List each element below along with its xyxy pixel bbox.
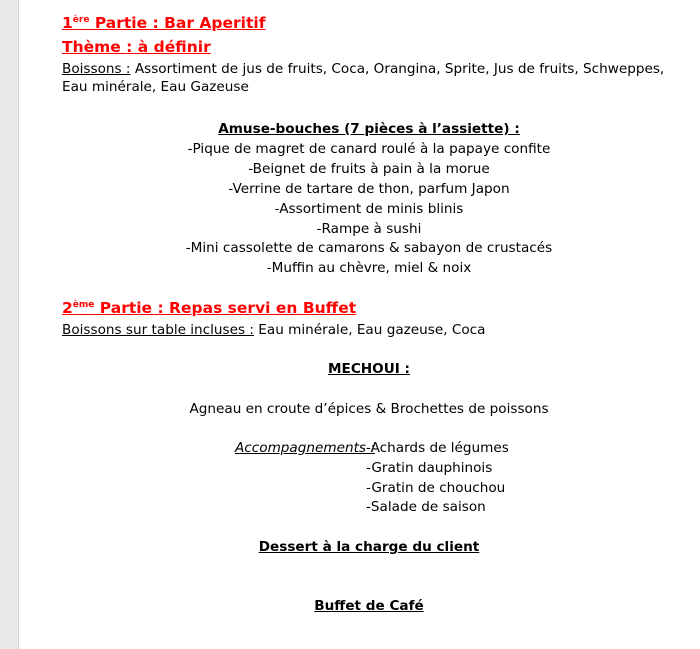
amuse-item: -Muffin au chèvre, miel & noix [266, 260, 472, 276]
sides-label: Accompagnements : [235, 440, 375, 456]
mechoui-title: MECHOUI : [328, 361, 410, 377]
mechoui-main: Agneau en croute d’épices & Brochettes de poissons [189, 401, 549, 417]
amuse-item: -Mini cassolette de camarons & sabayon de crustacés [185, 240, 553, 256]
part2-title: Partie : Repas servi en Buffet [94, 299, 357, 317]
drinks-text: Assortiment de jus de fruits, Coca, Orangina, Sprite, Jus de fruits, Schweppes, Eau minérale, Eau Gazeuse [62, 61, 665, 95]
amuse-item: -Assortiment de minis blinis [274, 201, 464, 217]
amuse-item: -Beignet de fruits à pain à la morue [248, 161, 490, 177]
part1-drinks [62, 60, 687, 96]
amuse-item: -Rampe à sushi [316, 221, 422, 237]
theme-line: Thème : à définir [62, 38, 211, 56]
side-item: -Gratin dauphinois [366, 460, 493, 476]
table-drinks-label: Boissons sur table incluses : [62, 322, 254, 338]
part1-superscript: ère [72, 15, 90, 25]
side-item: -Salade de saison [366, 499, 486, 515]
part2-number: 2 [62, 299, 73, 317]
amuse-title: Amuse-bouches (7 pièces à l’assiette) : [218, 121, 520, 137]
side-item: -Gratin de chouchou [366, 480, 506, 496]
table-drinks-text: Eau minérale, Eau gazeuse, Coca [253, 322, 486, 338]
part2-heading [62, 297, 356, 319]
part1-heading [62, 12, 265, 34]
document-page [18, 0, 700, 649]
part2-superscript: ème [72, 300, 95, 310]
part1-title: Partie : Bar Aperitif [89, 14, 266, 32]
drinks-label: Boissons : [62, 61, 131, 77]
part1-number: 1 [62, 14, 73, 32]
amuse-item: -Pique de magret de canard roulé à la papaye confite [187, 141, 551, 157]
side-item: -Achards de légumes [366, 440, 509, 456]
amuse-item: -Verrine de tartare de thon, parfum Japon [228, 181, 510, 197]
dessert-line: Dessert à la charge du client [258, 539, 480, 555]
part2-drinks [62, 321, 485, 339]
coffee-line: Buffet de Café [314, 598, 424, 614]
